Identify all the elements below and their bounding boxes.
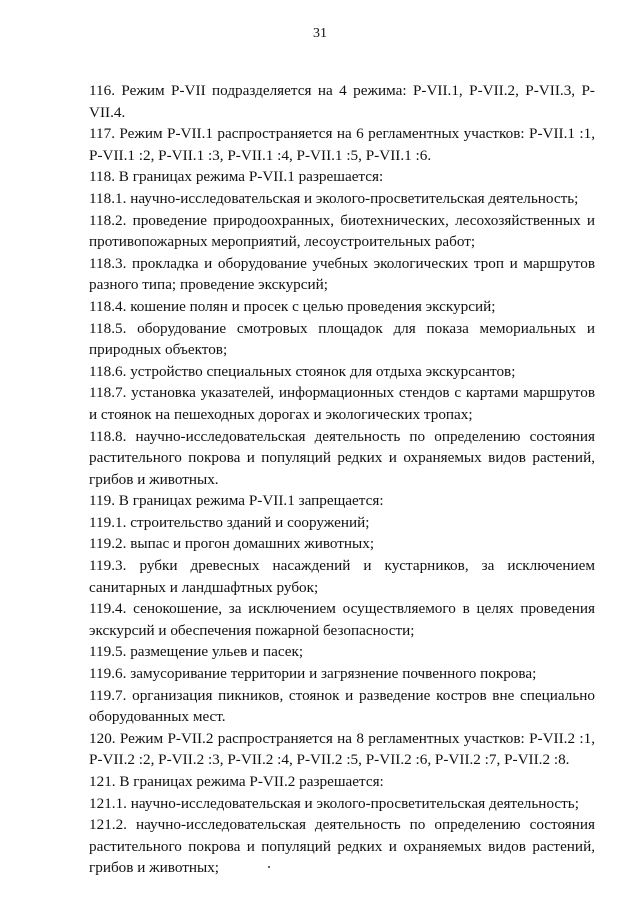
paragraph-119-6: 119.6. замусоривание территории и загрязнение почвенного покрова; — [89, 665, 537, 683]
page-number: 31 — [313, 26, 327, 41]
paragraph-121-1: 121.1. научно-исследовательская и эколого-просветительская деятельность; — [89, 794, 579, 812]
paragraph-116: 116. Режим Р-VII подразделяется на 4 режима: Р-VII.1, Р-VII.2, Р-VII.3, Р-VII.4. — [89, 82, 595, 121]
paragraph-121: 121. В границах режима Р-VII.2 разрешается: — [89, 773, 384, 790]
paragraph-118-1: 118.1. научно-исследовательская и эколого-просветительская деятельность; — [89, 189, 579, 207]
document-body — [89, 80, 595, 879]
paragraph-119-1: 119.1. строительство зданий и сооружений; — [89, 513, 370, 531]
paragraph-118-5: 118.5. оборудование смотровых площадок для показа мемориальных и природных объектов; — [89, 319, 595, 359]
paragraph-119-4: 119.4. сенокошение, за исключением осуществляемого в целях проведения экскурсий и обеспечения пожарной безопасности; — [89, 600, 595, 639]
paragraph-119-2: 119.2. выпас и прогон домашних животных; — [89, 535, 375, 553]
paragraph-119-7: 119.7. организация пикников, стоянок и разведение костров вне специально оборудованных мест. — [89, 686, 595, 726]
paragraph-118-4: 118.4. кошение полян и просек с целью проведения экскурсий; — [89, 297, 496, 315]
scan-speck — [268, 866, 270, 868]
paragraph-118-7: 118.7. установка указателей, информационных стендов с картами маршрутов и стоянок на пешеходных дорогах и экологических тропах; — [89, 384, 595, 423]
paragraph-121-2: 121.2. научно-исследовательская деятельность по определению состояния растительного покрова и популяций редких и охраняемых видов растений, грибов и животных; — [89, 816, 595, 877]
paragraph-119-5: 119.5. размещение ульев и пасек; — [89, 643, 304, 661]
paragraph-119-3: 119.3. рубки древесных насаждений и кустарников, за исключением санитарных и ландшафтных рубок; — [89, 557, 595, 596]
paragraph-119: 119. В границах режима Р-VII.1 запрещается: — [89, 492, 384, 510]
paragraph-120: 120. Режим Р-VII.2 распространяется на 8 регламентных участков: Р-VII.2 :1, Р-VII.2 :2, Р-VII.2 :3, Р-VII.2 :4, Р-VII.2 :5, Р-VII.2 :6, Р-VII.2 :7, Р-VII.2 :8. — [89, 729, 595, 769]
paragraph-118-6: 118.6. устройство специальных стоянок для отдыха экскурсантов; — [89, 362, 516, 380]
paragraph-118-2: 118.2. проведение природоохранных, биотехнических, лесохозяйственных и противопожарных мероприятий, лесоустроительных работ; — [89, 211, 595, 251]
paragraph-118: 118. В границах режима Р-VII.1 разрешается: — [89, 168, 384, 186]
paragraph-117: 117. Режим Р-VII.1 распространяется на 6 регламентных участков: Р-VII.1 :1, Р-VII.1 :2, Р-VII.1 :3, Р-VII.1 :4, Р-VII.1 :5, Р-VII.1 :6. — [89, 125, 595, 164]
paragraph-118-8: 118.8. научно-исследовательская деятельность по определению состояния растительного покрова и популяций редких и охраняемых видов растений, грибов и животных. — [89, 427, 595, 488]
paragraph-118-3: 118.3. прокладка и оборудование учебных экологических троп и маршрутов разного типа; проведение экскурсий; — [89, 254, 595, 294]
